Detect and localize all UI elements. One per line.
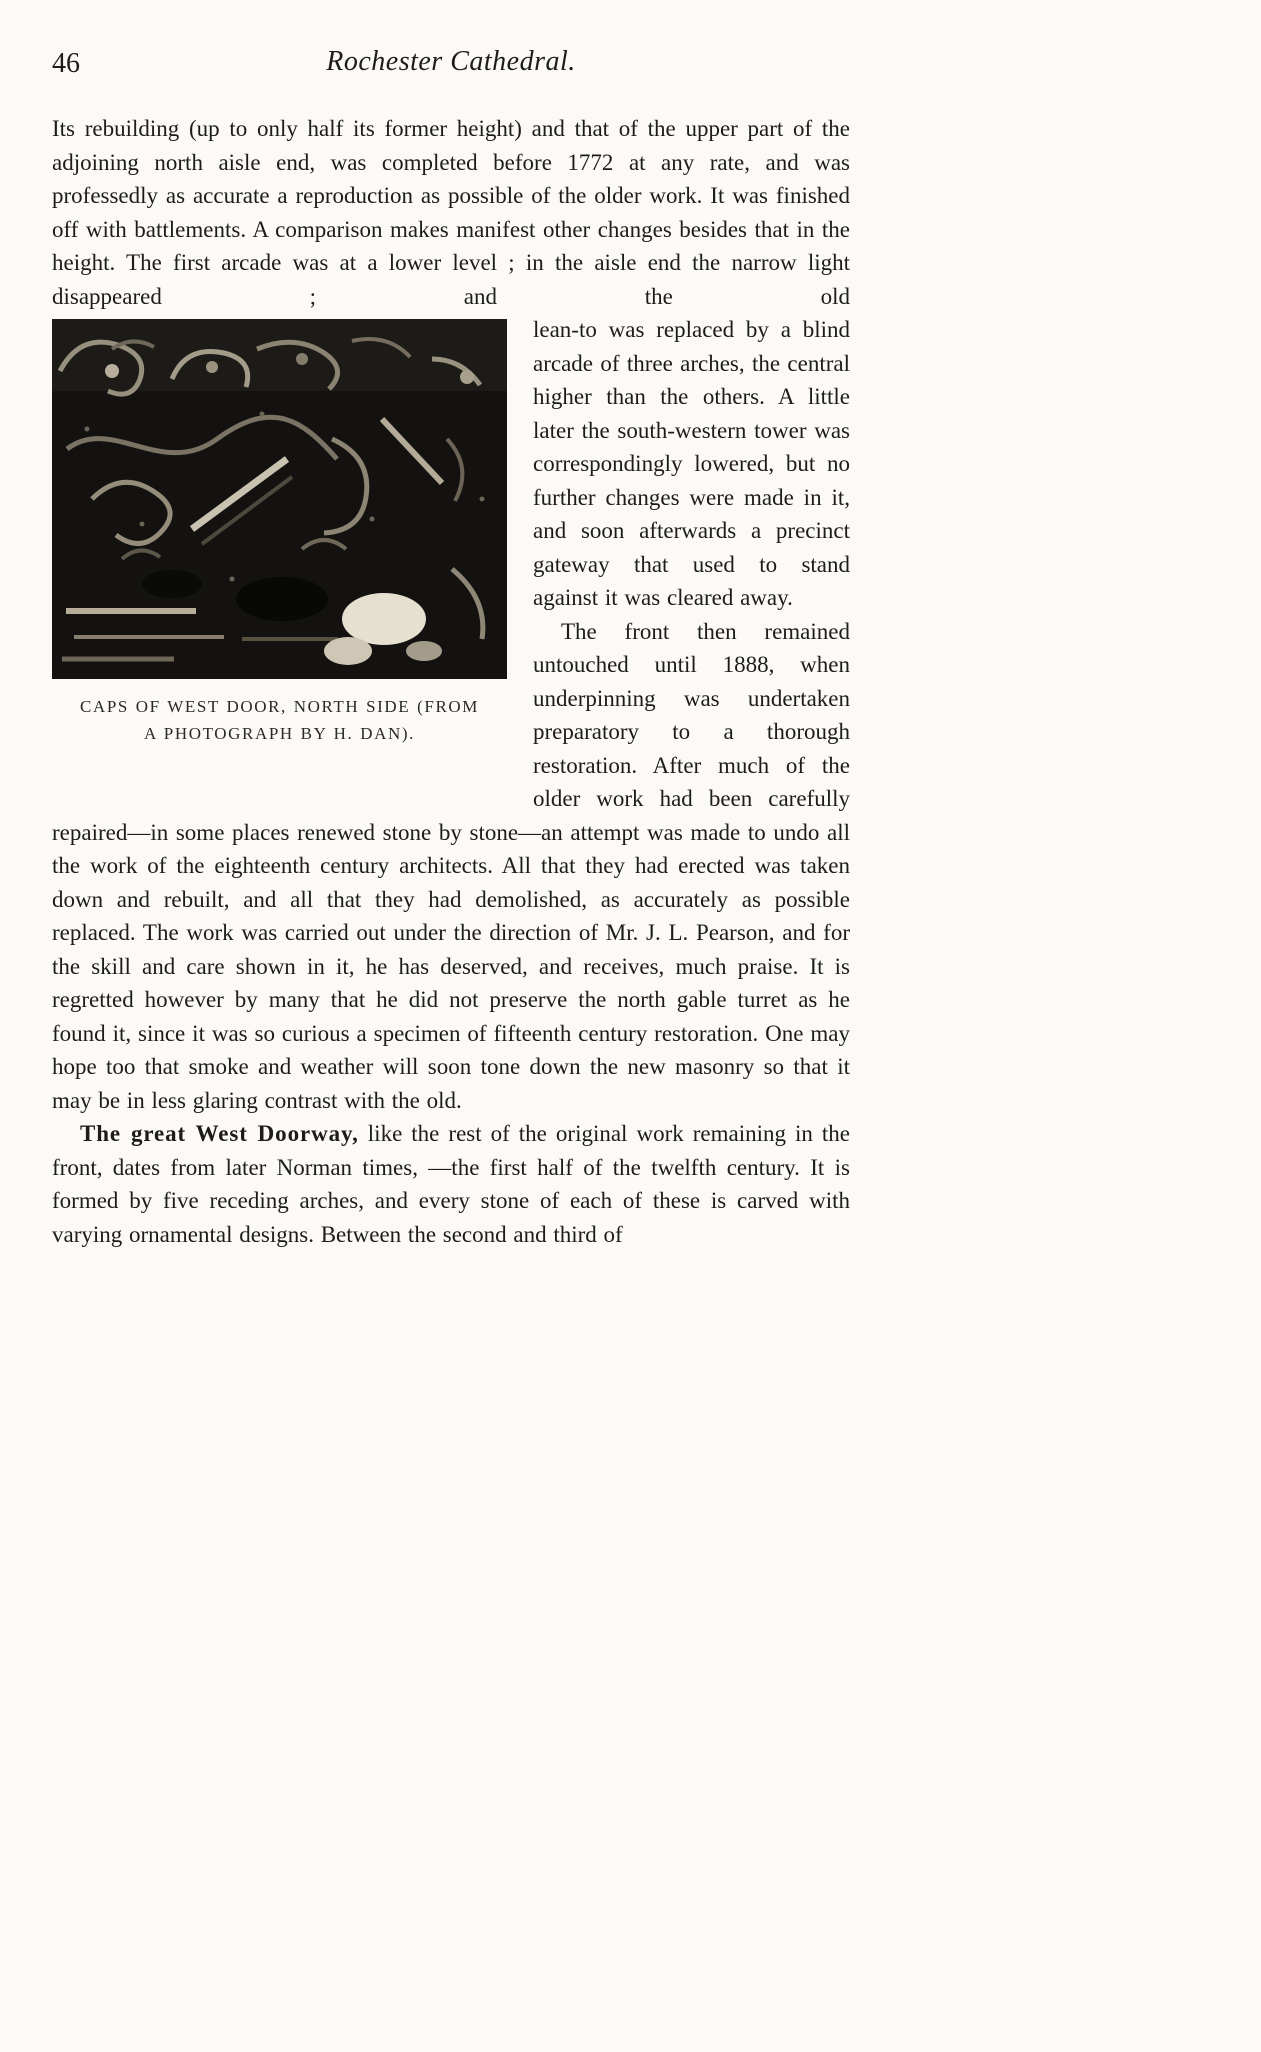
paragraph-1-part-2 — [52, 313, 850, 743]
figure-caption-line-1: CAPS OF WEST DOOR, NORTH SIDE (FROM — [80, 697, 479, 716]
page-header — [52, 42, 850, 100]
paragraph-2: The front then remained untouched until 1888, when underpinning was undertaken preparatory to a thorough restoration. After much of the older work had been carefully repaired—in some places renewed stone by stone—an attempt was made to undo all the work of the eighteenth century architects. All that they had erected was taken down and rebuilt, and all that they had demolished, as accurately as possible replaced. The work was carried out under the direction of Mr. J. L. Pearson, and for the skill and care shown in it, he has deserved, and receives, much praise. It is regretted however by many that he did not preserve the north gable turret as he found it, since it was so curious a specimen of fifteenth century restoration. One may hope too that smoke and weather will soon tone down the new masonry so that it may be in less glaring contrast with the old. — [52, 618, 850, 1113]
paragraph-1-part-2-text: lean-to was replaced by a blind arcade of three arches, the central higher than the others. A little later the south-western tower was correspondingly lowered, but no further changes were made in it, and soon afterwards a precinct gateway that used to stand against it was cleared away. — [533, 317, 850, 610]
figure-caption — [52, 693, 507, 747]
text-block — [52, 42, 850, 1251]
figure — [52, 319, 507, 747]
body-text — [52, 112, 850, 1251]
paragraph-3-rest: like the rest of the original work remaining in the front, dates from later Norman times, —the first half of the twelfth century. It is formed by five receding arches, and every stone of each of these is carved with varying ornamental designs. Between the second and third of — [52, 1121, 850, 1247]
figure-caption-line-2: A PHOTOGRAPH BY H. DAN). — [144, 724, 415, 743]
page-number: 46 — [52, 48, 80, 79]
figure-photo — [52, 319, 507, 679]
paragraph-3 — [52, 1117, 850, 1251]
paragraph-3-lead: The great West Doorway, — [80, 1121, 359, 1146]
caps-photo-image — [52, 319, 507, 679]
running-title: Rochester Cathedral. — [326, 46, 576, 77]
paragraph-1-part-1: Its rebuilding (up to only half its former height) and that of the upper part of the adjoining north aisle end, was completed before 1772 at any rate, and was professedly as accurate a reproduction as possible of the older work. It was finished off with battlements. A comparison makes manifest other changes besides that in the height. The first arcade was at a lower level ; in the aisle end the narrow light disappeared ; and the old — [52, 116, 850, 309]
